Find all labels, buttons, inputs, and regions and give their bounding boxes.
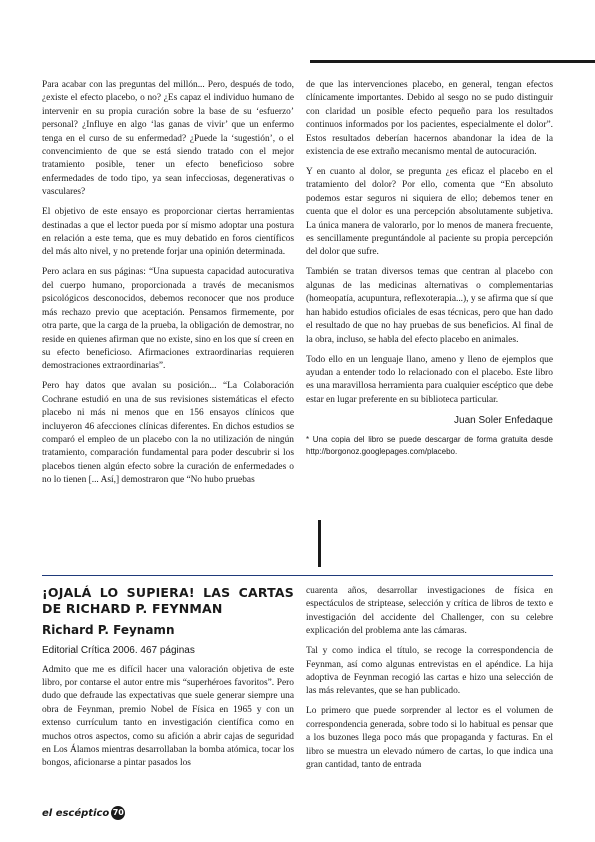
review-signature: Juan Soler Enfedaque <box>454 414 553 426</box>
review1-right-column <box>306 79 553 465</box>
body-paragraph: cuarenta años, desarrollar investigaciones de física en espectáculos de striptease, selección y crítica de libros de texto e investigación del accidente del Challenger, con su celebre explicación del problema ante las cámaras. <box>306 586 553 637</box>
page-footer <box>42 806 125 820</box>
footnote-rule <box>318 520 321 567</box>
body-paragraph: También se tratan diversos temas que centran al placebo con algunas de las medicinas alternativas o complementarias (homeopatía, acupuntura, reflexoterapia...), y se afirma que sí que han habido estudios oficiales de esas técnicas, pero que han dado el resultado de que no hay pruebas de sus beneficios. Al final de la obra, incluso, se habla del efecto placebo en animales. <box>306 267 553 345</box>
review-author: Richard P. Feynamn <box>42 622 175 637</box>
review2-left-column <box>42 585 294 777</box>
body-paragraph: El objetivo de este ensayo es proporcionar ciertas herramientas destinadas a que el lector pueda por sí mismo adoptar una postura en relación a este tema, que es muy debatido en foros científicos del más alto nivel, y no pretende forjar una opinión determinada. <box>42 207 294 258</box>
section-divider <box>42 575 553 576</box>
body-paragraph: Lo primero que puede sorprender al lector es el volumen de correspondencia generada, sobre todo si lo habitual es pensar que a los buzones llega poco más que propaganda y facturas. En el libro se muestra un elevado número de cartas, lo que indica una gran cantidad, tanto de entrada <box>306 706 553 771</box>
review-title: ¡OJALÁ LO SUPIERA! LAS CARTAS DE RICHARD P. FEYNMAN <box>42 585 294 616</box>
body-paragraph: Y en cuanto al dolor, se pregunta ¿es eficaz el placebo en el tratamiento del dolor? Por ello, comenta que “En absoluto podemos estar seguros ni siquiera de ello; debemos tener en cuenta que el dolor es una percepción absolutamente subjetiva. La única manera de valorarlo, por lo menos de manera frecuente, es sencillamente preguntándole al paciente su propia percepción del dolor que sufre. <box>306 167 553 258</box>
body-paragraph: Admito que me es difícil hacer una valoración objetiva de este libro, por contarse el autor entre mis “superhéroes favoritos”. Pero dudo que defraude las expectativas que suele generar siempre una obra de Feynman, premio Nobel de Física en 1965 y con un extenso currículum tanto en investigación científica como en muchos otros aspectos, como su afición a abrir cajas de seguridad en Los Álamos mientras desarrollaban la bomba atómica, tocar los bongos, aficionarse a pintar pasados los <box>42 664 294 769</box>
body-paragraph: Pero aclara en sus páginas: “Una supuesta capacidad autocurativa del cuerpo humano, proporcionada a través de mecanismos psicológicos desconocidos, debemos reconocer que nos produce más rechazo previo que aceptación. Pensamos firmemente, por otra parte, que la carga de la prueba, la obligación de demostrar, no reside en quienes afirman que no existe, sino en los que sí creen en su efecto beneficioso. Afirmaciones extraordinarias requieren demostraciones extraordinarias”. <box>42 267 294 372</box>
review1-left-column <box>42 79 294 494</box>
body-paragraph: Para acabar con las preguntas del millón... Pero, después de todo, ¿existe el efecto placebo, o no? ¿Es capaz el individuo humano de intervenir en su propia curación sobre la base de su ‘esfuerzo’ personal? ¿Influye en algo ‘las ganas de vivir’ que un enfermo tenga en el curso de su enfermedad? ¿Puede la ‘sugestión’, o el convencimiento de que se está siendo tratado con el mejor tratamiento posible, tener un efecto beneficioso sobre enfermedades de todo tipo, ya sean infecciosas, degenerativas o vasculares? <box>42 80 294 198</box>
body-paragraph: Todo ello en un lenguaje llano, ameno y lleno de ejemplos que ayudan a entender todo lo relacionado con el placebo. Este libro es una maravillosa herramienta para cualquier escéptico que debe estar en lugar preferente en su biblioteca particular. <box>306 354 553 405</box>
body-paragraph: Tal y como indica el título, se recoge la correspondencia de Feynman, así como algunas entrevistas en el apéndice. La hija adoptiva de Feynman recogió las cartas e hizo una selección de las más relevantes, que se han publicado. <box>306 646 553 697</box>
footnote: * Una copia del libro se puede descargar de forma gratuita desde http://borgonoz.googlepages.com/placebo. <box>306 434 553 457</box>
top-rule <box>310 60 595 63</box>
magazine-name: el escéptico <box>42 807 110 819</box>
review-publisher: Editorial Crítica 2006. 467 páginas <box>42 644 195 656</box>
review2-right-column <box>306 585 553 779</box>
body-paragraph: Pero hay datos que avalan su posición... “La Colaboración Cochrane estudió en una de sus revisiones sistemáticas el efecto placebo ni más ni menos que en 156 ensayos clínicos que incluyeron 46 afecciones clínicas diferentes. En dichos estudios se comparó el empleo de un placebo con la no utilización de ningún tratamiento, comparación fundamental para poder descubrir si los placebos tienen algún efecto sobre la curación de enfermedades o no lo tienen [... Así,] demostraron que “No hubo pruebas <box>42 381 294 486</box>
page-number: 70 <box>111 806 125 820</box>
body-paragraph: de que las intervenciones placebo, en general, tengan efectos clínicamente importantes. Debido al sesgo no se pudo distinguir con claridad un posible efecto pequeño para los resultados continuos informados por los pacientes, especialmente el dolor”. Estos resultados deberían hacernos abandonar la idea de la existencia de ese extraño mecanismo mental de autocuración. <box>306 80 553 158</box>
